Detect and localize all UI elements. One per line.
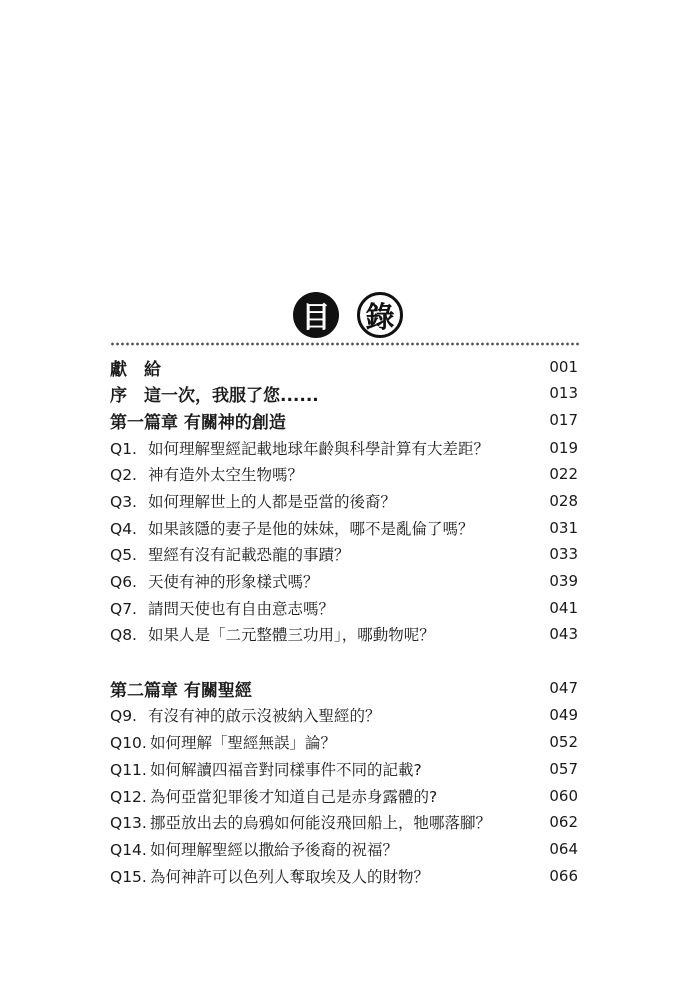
toc-question-row: [110, 864, 578, 888]
toc-entry-label: [110, 758, 538, 780]
toc-page-number: 028: [549, 492, 578, 510]
toc-page-number: 057: [549, 760, 578, 778]
toc-page-number: 033: [549, 545, 578, 563]
toc-entry-text: 神有造外太空生物嗎？: [148, 466, 304, 484]
toc-question-number: Q8.: [110, 626, 137, 644]
toc-heading-row: [110, 676, 578, 700]
title-char-lu: 錄: [357, 292, 403, 338]
toc-page-number: 064: [549, 840, 578, 858]
toc-question-number: Q3.: [110, 493, 137, 511]
toc-entry-label: [110, 490, 538, 512]
toc-question-row: [110, 436, 578, 460]
toc-question-number: Q7.: [110, 600, 137, 618]
toc-question-row: [110, 784, 578, 808]
toc-heading-row: [110, 355, 578, 379]
toc-entry-label: [110, 355, 538, 380]
toc-entry-label: [110, 731, 538, 753]
toc-question-number: Q10.: [110, 734, 147, 752]
dotted-divider: [110, 342, 580, 346]
toc-page-number: 039: [549, 572, 578, 590]
toc-entry-label: [110, 704, 538, 726]
toc-page-number: 047: [549, 679, 578, 697]
toc-entry-text: 請問天使也有自由意志嗎？: [148, 600, 335, 618]
toc-entry-label: [110, 785, 538, 807]
toc-question-row: [110, 810, 578, 834]
toc-question-row: [110, 569, 578, 593]
toc-entry-label: [110, 543, 538, 565]
toc-entry-text: 如何理解聖經以撒給予後裔的祝福？: [150, 841, 399, 859]
toc-question-row: [110, 730, 578, 754]
toc-page-number: 062: [549, 813, 578, 831]
toc-heading-row: [110, 408, 578, 432]
toc-question-number: Q12.: [110, 788, 147, 806]
toc-entry-text: 聖經有沒有記載恐龍的事蹟？: [148, 546, 350, 564]
toc-entry-text: 如何理解聖經記載地球年齡與科學計算有大差距？: [148, 440, 490, 458]
toc-entry-text: 如何解讀四福音對同樣事件不同的記載?: [150, 761, 422, 779]
toc-question-number: Q2.: [110, 466, 137, 484]
toc-question-number: Q1.: [110, 440, 137, 458]
toc-question-row: [110, 837, 578, 861]
toc-entry-text: 為何神許可以色列人奪取埃及人的財物？: [150, 868, 430, 886]
toc-question-number: Q13.: [110, 814, 147, 832]
toc-question-row: [110, 596, 578, 620]
toc-entry-label: [110, 408, 538, 433]
toc-page-number: 052: [549, 733, 578, 751]
toc-entry-text: 第一篇章 有關神的創造: [110, 412, 286, 433]
toc-question-number: Q5.: [110, 546, 137, 564]
toc-page-number: 019: [549, 439, 578, 457]
toc-page-number: 041: [549, 599, 578, 617]
toc-entry-label: [110, 811, 538, 833]
toc-question-number: Q9.: [110, 707, 137, 725]
toc-question-row: [110, 542, 578, 566]
toc-entry-text: 如果人是「二元整體三功用」，哪動物呢？: [148, 626, 435, 644]
toc-question-number: Q15.: [110, 868, 147, 886]
toc-heading-row: [110, 381, 578, 405]
toc-entry-text: 獻 給: [110, 359, 161, 380]
toc-entry-text: 如何理解「聖經無誤」論？: [150, 734, 337, 752]
toc-entry-label: [110, 463, 538, 485]
title-char-mu: 目: [293, 292, 339, 338]
toc-entry-text: 挪亞放出去的烏鴉如何能沒飛回船上，牠哪落腳？: [150, 814, 492, 832]
toc-question-row: [110, 757, 578, 781]
toc-entry-label: [110, 517, 538, 539]
toc-page-number: 031: [549, 519, 578, 537]
toc-page-number: 060: [549, 787, 578, 805]
toc-page-number: 049: [549, 706, 578, 724]
toc-page-number: 001: [549, 358, 578, 376]
toc-entry-text: 序 這一次，我服了您......: [110, 385, 319, 406]
toc-page-number: 013: [549, 384, 578, 402]
toc-page-number: 043: [549, 625, 578, 643]
toc-page-number: 022: [549, 465, 578, 483]
toc-entry-text: 有沒有神的啟示沒被納入聖經的？: [148, 707, 381, 725]
toc-page-number: 066: [549, 867, 578, 885]
toc-question-row: [110, 462, 578, 486]
toc-question-number: Q6.: [110, 573, 137, 591]
toc-question-row: [110, 489, 578, 513]
toc-question-number: Q4.: [110, 520, 137, 538]
toc-title: [0, 292, 696, 342]
toc-entry-label: [110, 597, 538, 619]
toc-question-row: [110, 703, 578, 727]
toc-entry-label: [110, 865, 538, 887]
toc-entry-text: 如何理解世上的人都是亞當的後裔？: [148, 493, 397, 511]
toc-question-number: Q14.: [110, 841, 147, 859]
toc-entry-label: [110, 381, 538, 406]
toc-page-number: 017: [549, 411, 578, 429]
toc-entry-label: [110, 623, 538, 645]
toc-entry-text: 為何亞當犯罪後才知道自己是赤身露體的?: [150, 788, 438, 806]
toc-question-row: [110, 622, 578, 646]
toc-entry-text: 天使有神的形象樣式嗎？: [148, 573, 319, 591]
toc-entry-label: [110, 676, 538, 701]
toc-entry-label: [110, 838, 538, 860]
toc-entry-text: 如果該隱的妻子是他的妹妹，哪不是亂倫了嗎？: [148, 520, 474, 538]
toc-question-row: [110, 516, 578, 540]
toc-question-number: Q11.: [110, 761, 147, 779]
toc-entry-text: 第二篇章 有關聖經: [110, 680, 252, 701]
toc-entry-label: [110, 570, 538, 592]
toc-entry-label: [110, 437, 538, 459]
